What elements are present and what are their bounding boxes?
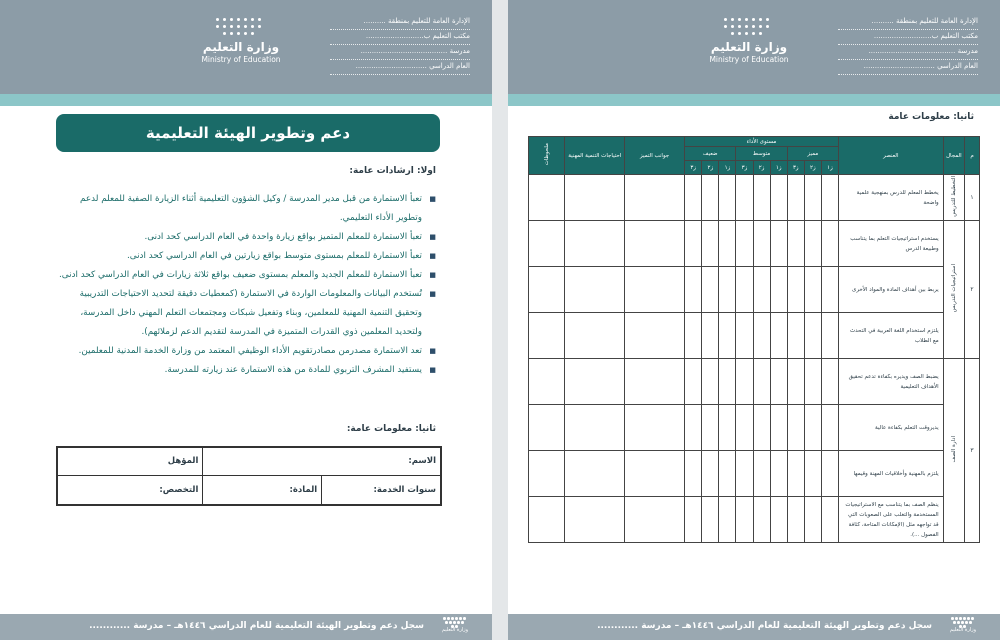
entry-cell[interactable]: [625, 405, 685, 451]
list-item: ■ تعبأ الاستمارة من قبل مدير المدرسة / وكيل الشؤون التعليمية أثناء الزيارة الصفية للمعلم لدعم: [50, 190, 436, 209]
table-row: [529, 497, 980, 543]
rating-cell[interactable]: [736, 267, 753, 313]
row-field: التخطيط للتدريس: [943, 175, 964, 221]
rating-cell[interactable]: [719, 221, 736, 267]
admin-line: العام الدراسي ................................: [838, 60, 978, 75]
entry-cell[interactable]: [565, 221, 625, 267]
table-row: [529, 405, 980, 451]
rating-cell[interactable]: [804, 267, 821, 313]
rating-cell[interactable]: [702, 451, 719, 497]
entry-cell[interactable]: [565, 313, 625, 359]
entry-cell[interactable]: [529, 451, 565, 497]
entry-cell[interactable]: [529, 267, 565, 313]
bullet-icon: ■: [429, 366, 436, 374]
entry-cell[interactable]: [625, 267, 685, 313]
entry-cell[interactable]: [529, 359, 565, 405]
footer-logo: وزارة التعليم: [432, 617, 478, 637]
section-heading-info: ثانيا: معلومات عامة:: [346, 424, 436, 434]
rating-cell[interactable]: [719, 405, 736, 451]
name-field[interactable]: الاسم:: [203, 447, 441, 475]
header-num: م: [965, 137, 980, 175]
ministry-name-en: Ministry of Education: [709, 55, 789, 64]
rating-cell[interactable]: [753, 451, 770, 497]
rating-cell[interactable]: [753, 221, 770, 267]
qualification-field[interactable]: المؤهل: [57, 447, 203, 475]
admin-line: الإدارة العامة للتعليم بمنطقة ..........: [838, 15, 978, 30]
rating-cell[interactable]: [736, 405, 753, 451]
teacher-info-table: [56, 446, 442, 506]
row-element: يديروقت التعلم بكفاءة عالية: [838, 405, 943, 451]
entry-cell[interactable]: [625, 359, 685, 405]
header-field: المجال: [943, 137, 964, 175]
ministry-name-en: Ministry of Education: [201, 55, 281, 64]
row-element: يلتزم استخدام اللغة العربية في التحدث مع الطلاب: [838, 313, 943, 359]
table-row: [529, 359, 980, 405]
admin-line: العام الدراسي ................................: [330, 60, 470, 75]
rating-cell[interactable]: [736, 451, 753, 497]
entry-cell[interactable]: [565, 359, 625, 405]
entry-cell[interactable]: [625, 451, 685, 497]
section-heading-instructions: اولا: ارشادات عامة:: [349, 166, 436, 176]
rating-cell[interactable]: [702, 405, 719, 451]
visit-label: ز٢: [702, 161, 719, 175]
visit-label: ز١: [719, 161, 736, 175]
entry-cell[interactable]: [529, 405, 565, 451]
page-footer: [508, 614, 1000, 640]
list-item: ■ تعد الاستمارة مصدرمن مصادرتقويم الأداء الوظيفي المعتمد من وزارة الخدمة المدنية للمعلمين.: [50, 342, 436, 361]
entry-cell[interactable]: [529, 313, 565, 359]
page-right: [508, 0, 1000, 640]
rating-cell[interactable]: [736, 313, 753, 359]
table-row: [529, 451, 980, 497]
bullet-icon: ■: [429, 347, 436, 355]
rating-cell[interactable]: [736, 359, 753, 405]
rating-cell[interactable]: [719, 451, 736, 497]
rating-cell[interactable]: [787, 221, 804, 267]
rating-cell[interactable]: [685, 313, 702, 359]
row-element: يضبط الصف ويديره بكفاءة تدعم تحقيق الأهداف التعليمية: [838, 359, 943, 405]
rating-cell[interactable]: [770, 175, 787, 221]
rating-cell[interactable]: [753, 405, 770, 451]
level-weak: ضعيف: [685, 147, 736, 161]
page-footer: [0, 614, 492, 640]
evaluation-body: [529, 175, 980, 543]
admin-line: مدرسة .......................................: [330, 45, 470, 60]
rating-cell[interactable]: [770, 221, 787, 267]
admin-info: [838, 15, 978, 75]
entry-cell[interactable]: [565, 451, 625, 497]
rating-cell[interactable]: [770, 313, 787, 359]
bullet-icon: ■: [429, 233, 436, 241]
row-number: ٢: [965, 221, 980, 359]
visit-label: ز١: [821, 161, 838, 175]
bullet-icon: ■: [429, 252, 436, 260]
footer-text: سجل دعم وتطوير الهيئة التعليمية للعام الدراسي ١٤٤٦هـ – مدرسة ............: [89, 621, 424, 631]
years-field[interactable]: سنوات الخدمة:: [322, 476, 440, 504]
list-item: ■ يستفيد المشرف التربوي للمادة من هذه الاستمارة عند زيارته للمدرسة.: [50, 361, 436, 380]
rating-cell[interactable]: [753, 175, 770, 221]
ministry-logo: [694, 18, 804, 76]
page-header: [508, 0, 1000, 94]
rating-cell[interactable]: [770, 451, 787, 497]
ministry-logo: [186, 18, 296, 76]
entry-cell[interactable]: [625, 221, 685, 267]
rating-cell[interactable]: [770, 267, 787, 313]
footer-text: سجل دعم وتطوير الهيئة التعليمية للعام الدراسي ١٤٤٦هـ – مدرسة ............: [597, 621, 932, 631]
table-row: [529, 175, 980, 221]
level-excellent: مميز: [787, 147, 838, 161]
rating-cell[interactable]: [804, 175, 821, 221]
rating-cell[interactable]: [685, 221, 702, 267]
list-item: وتحقيق التنمية المهنية للمعلمين، وبناء وتفعيل شبكات ومجتمعات التعلم المهني داخل المدرسة،: [80, 308, 422, 318]
bullet-icon: ■: [429, 290, 436, 298]
rating-cell[interactable]: [753, 313, 770, 359]
rating-cell[interactable]: [804, 405, 821, 451]
rating-cell[interactable]: [821, 221, 838, 267]
row-number: ١: [965, 175, 980, 221]
rating-cell[interactable]: [753, 359, 770, 405]
rating-cell[interactable]: [736, 497, 753, 543]
logo-dots-icon: [951, 617, 975, 627]
visit-label: ز١: [770, 161, 787, 175]
rating-cell[interactable]: [787, 267, 804, 313]
rating-cell[interactable]: [719, 313, 736, 359]
table-row: [529, 267, 980, 313]
rating-cell[interactable]: [685, 451, 702, 497]
rating-cell[interactable]: [821, 175, 838, 221]
rating-cell[interactable]: [685, 405, 702, 451]
list-item: ■ تعبأ الاستمارة للمعلم المتميز بواقع زيارة واحدة في العام الدراسي كحد ادنى.: [50, 228, 436, 247]
table-row: [529, 221, 980, 267]
visit-label: ز٢: [753, 161, 770, 175]
admin-line: الإدارة العامة للتعليم بمنطقة ..........: [330, 15, 470, 30]
row-field: ادارة الصف: [943, 359, 964, 543]
admin-info: [330, 15, 470, 75]
row-element: يخطط المعلم للدرس بمنهجية علمية واضحة: [838, 175, 943, 221]
rating-cell[interactable]: [787, 313, 804, 359]
rating-cell[interactable]: [821, 405, 838, 451]
specialty-field[interactable]: التخصص:: [57, 475, 203, 505]
rating-cell[interactable]: [702, 359, 719, 405]
rating-cell[interactable]: [804, 313, 821, 359]
rating-cell[interactable]: [719, 359, 736, 405]
admin-line: مكتب التعليم ب..........................: [838, 30, 978, 45]
rating-cell[interactable]: [702, 267, 719, 313]
rating-cell[interactable]: [685, 267, 702, 313]
rating-cell[interactable]: [702, 221, 719, 267]
bullet-icon: ■: [429, 271, 436, 279]
row-element: يلتزم بالمهنية وأخلاقيات المهنة وقيمها: [838, 451, 943, 497]
evaluation-table: [528, 136, 980, 543]
section-heading-info: ثانيا: معلومات عامة: [888, 112, 974, 122]
rating-cell[interactable]: [685, 359, 702, 405]
level-medium: متوسط: [736, 147, 787, 161]
accent-strip: [508, 94, 1000, 106]
header-needs: احتياجات التنمية المهنية: [565, 137, 625, 175]
rating-cell[interactable]: [736, 175, 753, 221]
rating-cell[interactable]: [821, 267, 838, 313]
header-notes: ملحوظات: [529, 137, 565, 175]
entry-cell[interactable]: [529, 221, 565, 267]
entry-cell[interactable]: [529, 497, 565, 543]
entry-cell[interactable]: [565, 405, 625, 451]
visit-label: ز٢: [804, 161, 821, 175]
row-element: ينظم الصف بما يتناسب مع الاستراتيجيات المستخدمة والتغلب على الصعوبات التي قد تواجهه مثل (الإمكانات المتاحة، كثافة الفصول ...).: [838, 497, 943, 543]
rating-cell[interactable]: [804, 359, 821, 405]
entry-cell[interactable]: [565, 175, 625, 221]
rating-cell[interactable]: [770, 359, 787, 405]
rating-cell[interactable]: [804, 451, 821, 497]
list-item: ولتحديد المعلمين ذوي القدرات المتميزة في المدرسة لتقديم الدعم لزملائهم).: [141, 327, 422, 337]
rating-cell[interactable]: [685, 497, 702, 543]
rating-cell[interactable]: [821, 497, 838, 543]
page-header: [0, 0, 492, 94]
logo-dots-icon: [443, 617, 467, 627]
header-strengths: جوانب التميز: [625, 137, 685, 175]
logo-dots-icon: [724, 18, 774, 38]
rating-cell[interactable]: [804, 497, 821, 543]
entry-cell[interactable]: [625, 175, 685, 221]
page-left: [0, 0, 492, 640]
header-element: العنصر: [838, 137, 943, 175]
list-item: ■ تُستخدم البيانات والمعلومات الواردة في الاستمارة (كمعطيات دقيقة لتحديد الاحتياجات التدريبية: [50, 285, 436, 304]
rating-cell[interactable]: [702, 313, 719, 359]
instructions-list: [50, 190, 436, 380]
bullet-icon: ■: [429, 195, 436, 203]
rating-cell[interactable]: [719, 267, 736, 313]
rating-cell[interactable]: [719, 175, 736, 221]
entry-cell[interactable]: [565, 267, 625, 313]
table-row: [529, 313, 980, 359]
ministry-name-ar: وزارة التعليم: [710, 40, 788, 54]
list-item: ■ تعبأ الاستمارة للمعلم بمستوى متوسط بواقع زيارتين في العام الدراسي كحد ادنى.: [50, 247, 436, 266]
rating-cell[interactable]: [770, 497, 787, 543]
rating-cell[interactable]: [787, 451, 804, 497]
entry-cell[interactable]: [625, 313, 685, 359]
entry-cell[interactable]: [565, 497, 625, 543]
rating-cell[interactable]: [753, 267, 770, 313]
rating-cell[interactable]: [787, 175, 804, 221]
rating-cell[interactable]: [685, 175, 702, 221]
rating-cell[interactable]: [787, 405, 804, 451]
list-item: وتطوير الأداء التعليمي.: [339, 213, 422, 223]
ministry-name-ar: وزارة التعليم: [202, 40, 280, 54]
rating-cell[interactable]: [702, 497, 719, 543]
rating-cell[interactable]: [770, 405, 787, 451]
logo-dots-icon: [216, 18, 266, 38]
rating-cell[interactable]: [821, 313, 838, 359]
admin-line: مدرسة .......................................: [838, 45, 978, 60]
entry-cell[interactable]: [625, 497, 685, 543]
row-element: يربط بين أهداف المادة والمواد الأخرى: [838, 267, 943, 313]
entry-cell[interactable]: [529, 175, 565, 221]
rating-cell[interactable]: [702, 175, 719, 221]
visit-label: ز٣: [685, 161, 702, 175]
rating-cell[interactable]: [804, 221, 821, 267]
page-title: دعم وتطوير الهيئة التعليمية: [56, 114, 440, 152]
rating-cell[interactable]: [753, 497, 770, 543]
row-number: ٣: [965, 359, 980, 543]
accent-strip: [0, 94, 492, 106]
subject-field[interactable]: المادة:: [289, 484, 318, 495]
rating-cell[interactable]: [821, 451, 838, 497]
rating-cell[interactable]: [719, 497, 736, 543]
rating-cell[interactable]: [787, 359, 804, 405]
list-item: ■ تعبأ الاستمارة للمعلم الجديد والمعلم بمستوى ضعيف بواقع ثلاثة زيارات في العام الدراسي كحد ادنى.: [50, 266, 436, 285]
footer-logo: وزارة التعليم: [940, 617, 986, 637]
header-level: مستوى الأداء: [685, 137, 839, 147]
visit-label: ز٣: [736, 161, 753, 175]
rating-cell[interactable]: [787, 497, 804, 543]
row-field: استراتيجيات التدريس: [943, 221, 964, 359]
rating-cell[interactable]: [736, 221, 753, 267]
admin-line: مكتب التعليم ب..........................: [330, 30, 470, 45]
rating-cell[interactable]: [821, 359, 838, 405]
visit-label: ز٣: [787, 161, 804, 175]
row-element: يستخدم استراتيجيات التعلم بما يتناسب وطبيعة الدرس: [838, 221, 943, 267]
